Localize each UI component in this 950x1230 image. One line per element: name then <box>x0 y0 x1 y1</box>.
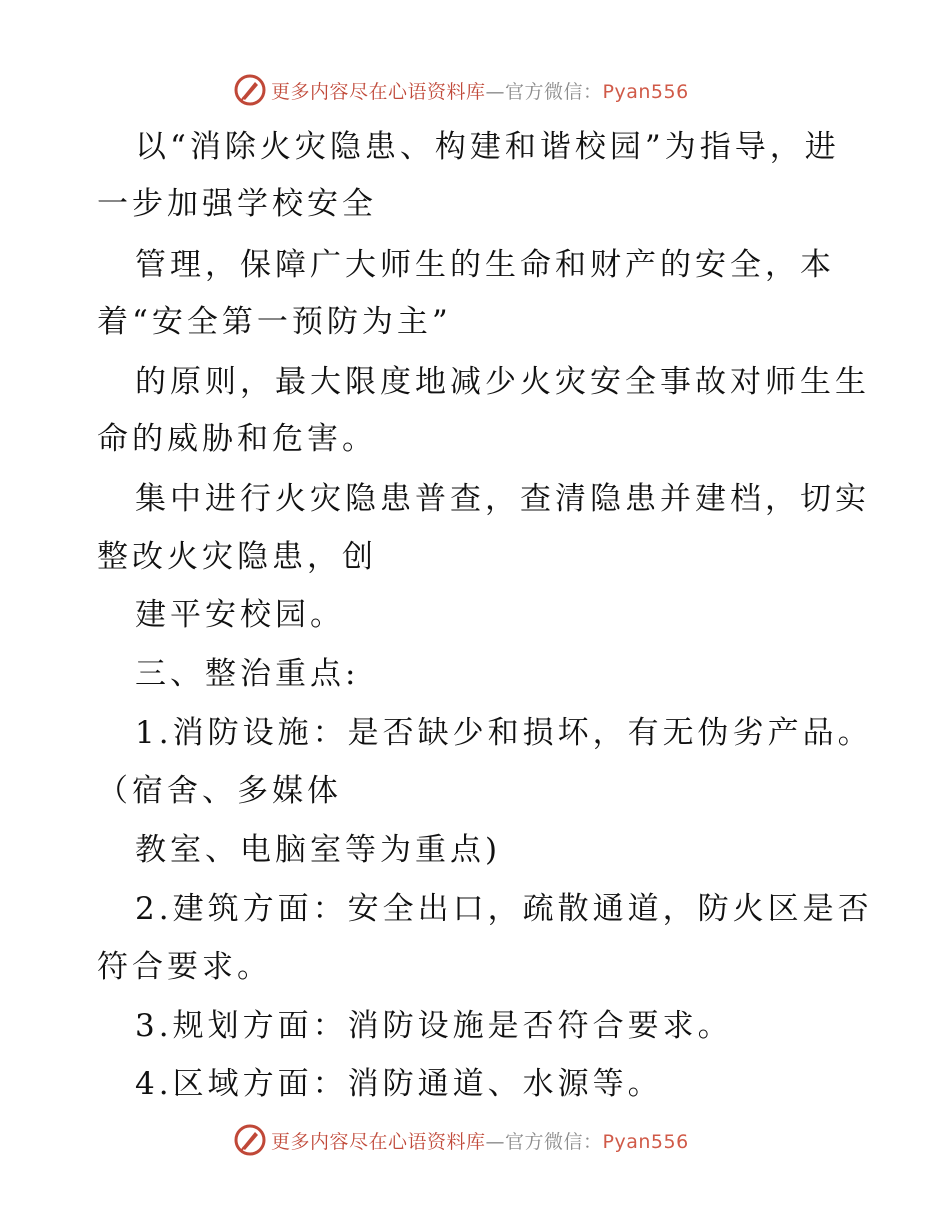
text-line: 整改火灾隐患，创 <box>97 539 377 575</box>
feather-pen-logo-icon <box>233 1123 267 1157</box>
watermark-main: 更多内容尽在心语资料库 <box>271 80 486 103</box>
watermark-text <box>271 1127 689 1154</box>
watermark-id: Pyan556 <box>602 1130 689 1153</box>
text-line: 符合要求。 <box>97 949 272 985</box>
watermark-dash: — <box>485 1130 506 1153</box>
list-item: 2.建筑方面：安全出口，疏散通道，防火区是否 <box>135 891 873 927</box>
watermark-main: 更多内容尽在心语资料库 <box>271 1130 486 1153</box>
watermark-dash: — <box>485 80 506 103</box>
text-line: 命的威胁和危害。 <box>97 421 377 457</box>
watermark-footer <box>233 1122 689 1158</box>
text-line: （宿舍、多媒体 <box>97 773 342 809</box>
text-line: 建平安校园。 <box>135 597 345 633</box>
watermark-wechat-label: 官方微信： <box>505 1130 603 1153</box>
watermark-id: Pyan556 <box>602 80 689 103</box>
feather-pen-logo-icon <box>233 73 267 107</box>
text-line: 一步加强学校安全 <box>97 186 377 222</box>
text-line: 着“安全第一预防为主” <box>97 304 452 340</box>
watermark-text <box>271 77 689 104</box>
list-item: 3.规划方面：消防设施是否符合要求。 <box>135 1008 733 1044</box>
list-item: 1.消防设施：是否缺少和损坏，有无伪劣产品。 <box>135 715 873 751</box>
section-heading: 三、整治重点: <box>135 656 360 692</box>
text-line: 集中进行火灾隐患普查，查清隐患并建档，切实 <box>135 481 870 517</box>
text-line: 管理，保障广大师生的生命和财产的安全，本 <box>135 247 835 283</box>
watermark-header <box>233 72 689 108</box>
text-line: 以“消除火灾隐患、构建和谐校园”为指导，进 <box>135 129 840 165</box>
text-line: 的原则，最大限度地减少火灾安全事故对师生生 <box>135 364 870 400</box>
text-line: 教室、电脑室等为重点) <box>135 832 502 868</box>
watermark-wechat-label: 官方微信： <box>505 80 603 103</box>
list-item: 4.区域方面：消防通道、水源等。 <box>135 1066 663 1102</box>
